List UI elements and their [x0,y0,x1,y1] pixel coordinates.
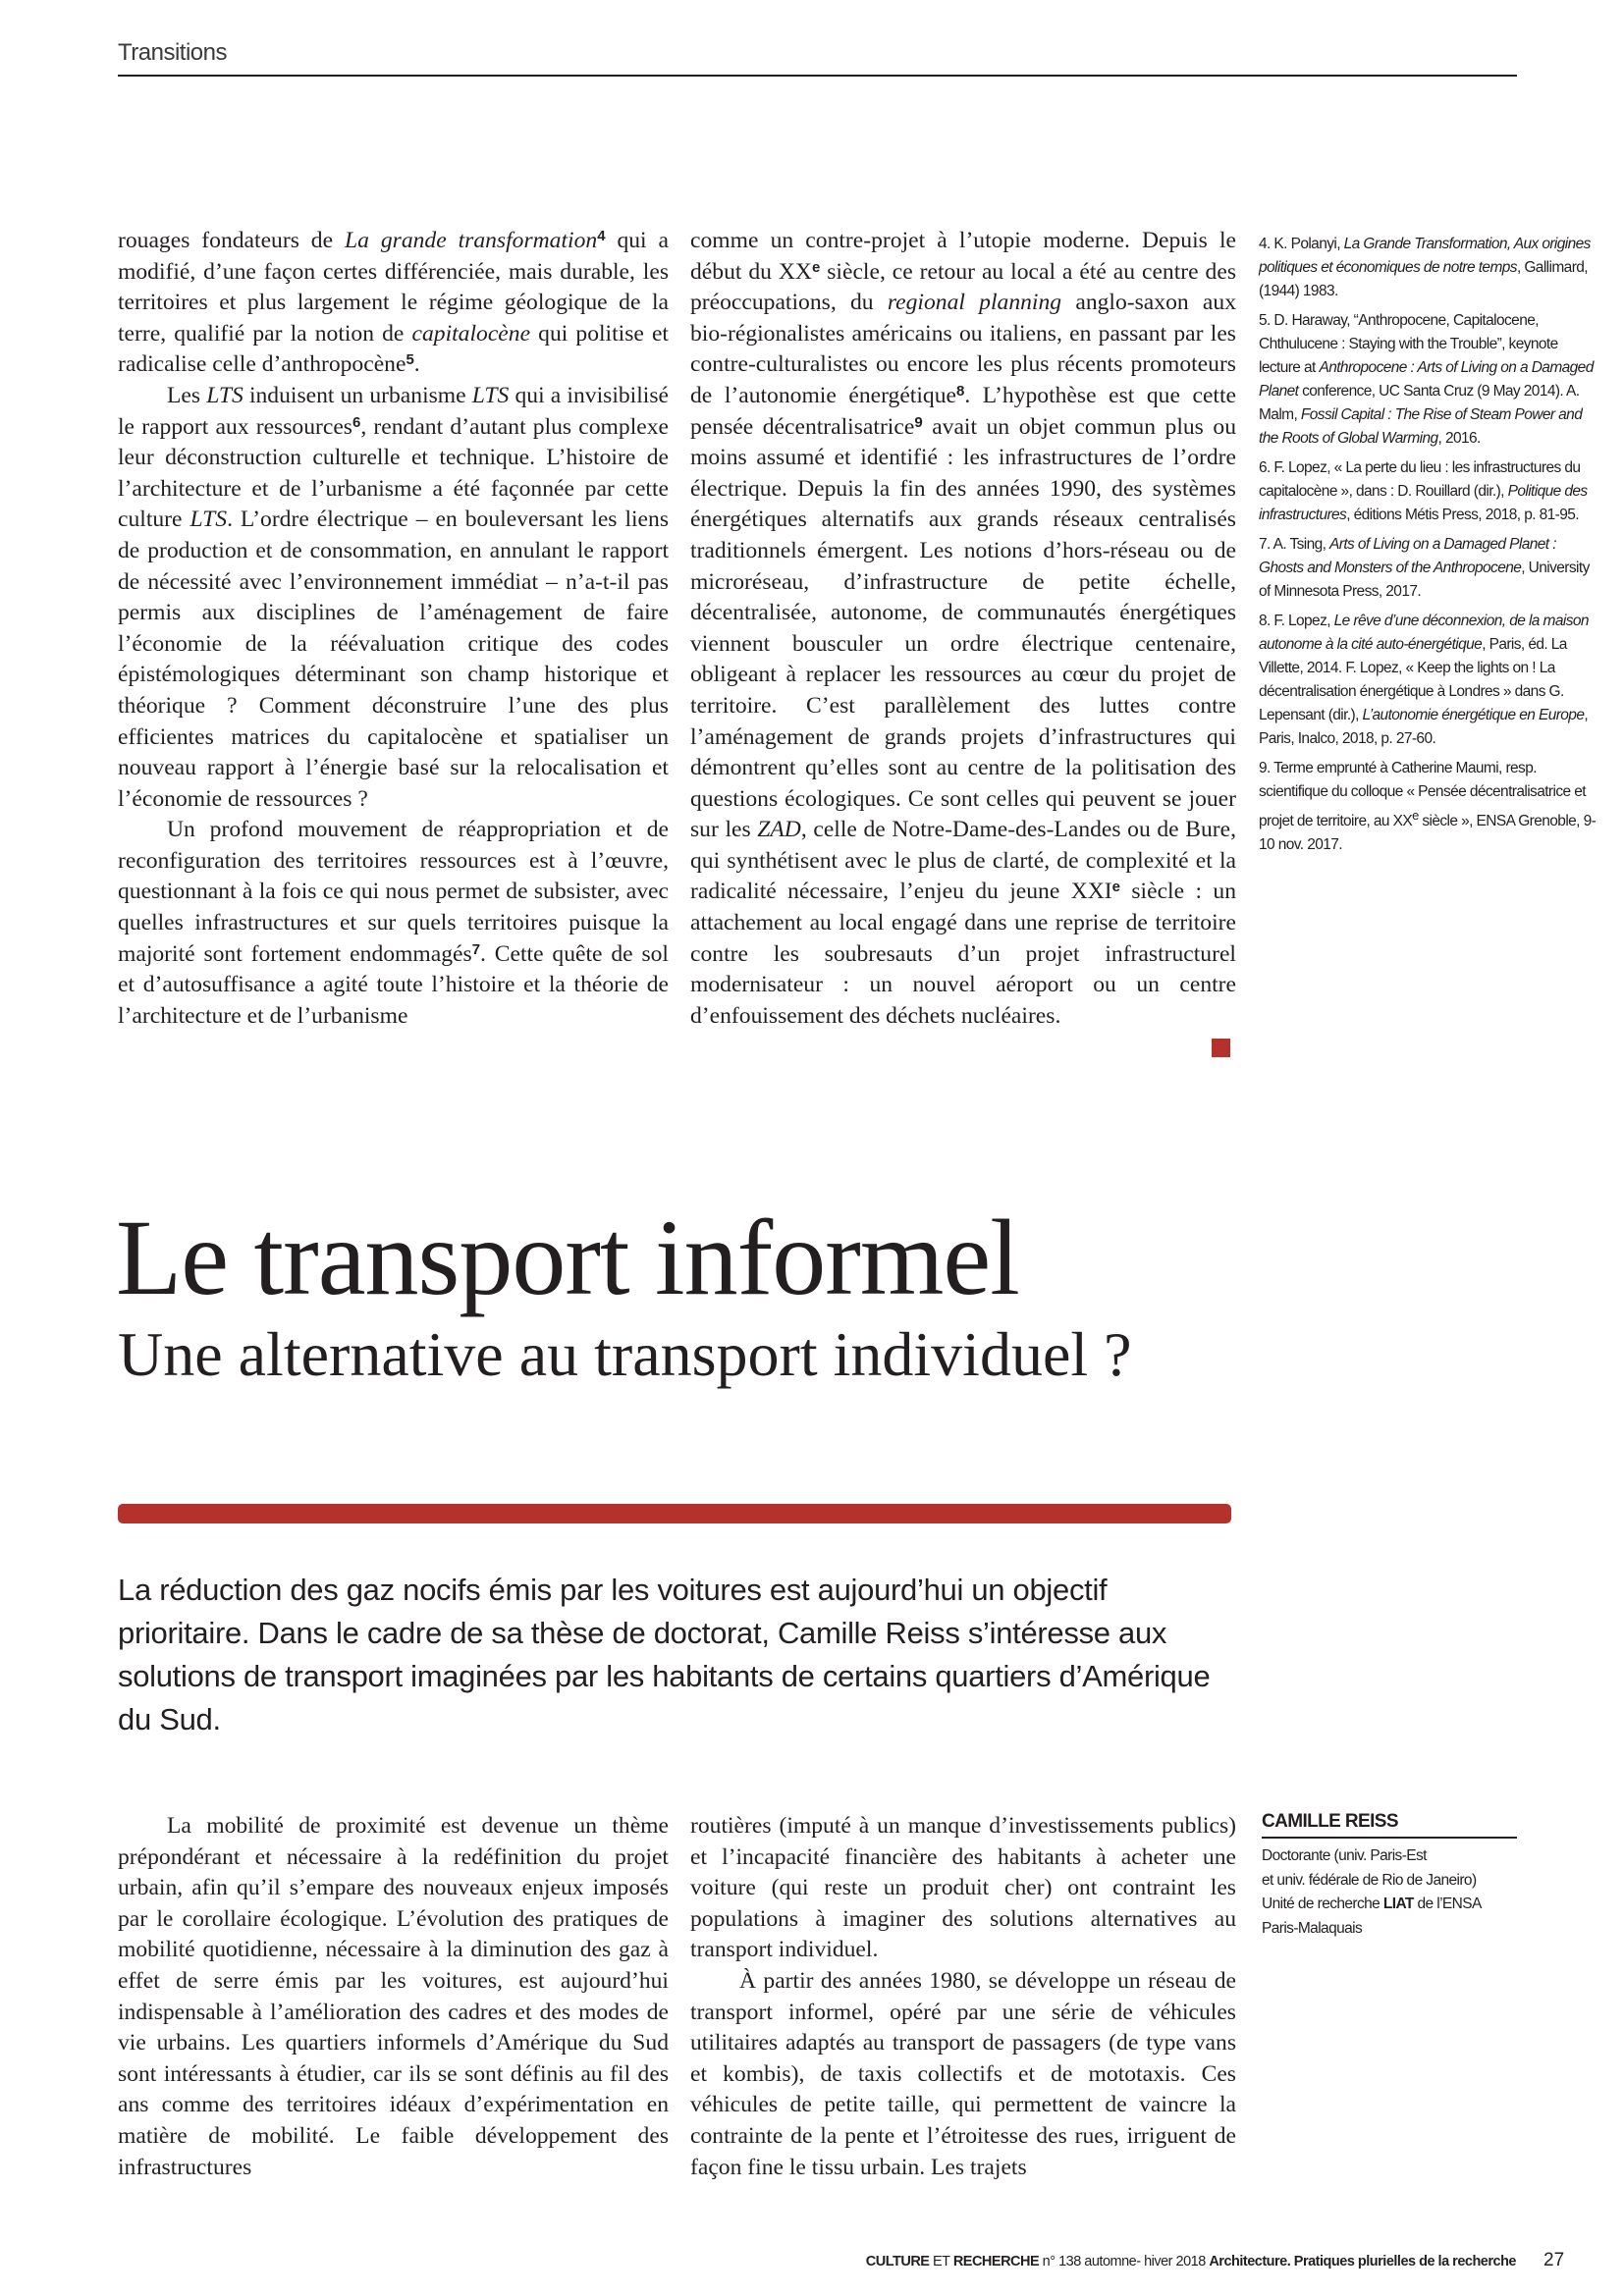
footnote [1259,757,1597,857]
footnote-ref: e [811,258,821,276]
italic-run: LTS [206,382,244,408]
paragraph [118,1811,669,2183]
text-run: siècle : un attachement au local engagé dans une reprise de territoire contre les soubresauts d’un projet infrastructurel modernisateur : un nouvel aéroport ou un centre d’enfouissement des déchets nucléaires. [690,879,1236,1029]
header-rule [118,75,1517,77]
text-run: , éditions Métis Press, 2018, p. 81-95. [1346,507,1579,523]
text-run: , rendant d’autant plus complexe leur déconstruction culturelle et technique. L’histoire de l’architecture et de l’urbanisme a été façonnée par cette culture [118,413,669,533]
text-run: 4. K. Polanyi, [1259,236,1344,252]
text-run: conference, UC Santa Cruz (9 May 2014). A. Malm, [1259,383,1580,423]
author-box [1262,1811,1517,1941]
author-bio [1262,1844,1517,1941]
footnote-ref: e [1111,879,1120,896]
footnote [1259,309,1597,451]
text-run: . [413,351,420,378]
italic-run: Arts of Living on a Damaged Planet : Ghosts and Monsters of the Anthropocene [1259,536,1556,576]
text-run: 5. D. Haraway, “Anthropocene, Capitalocene, Chthulucene : Staying with the Trouble”, keynote lecture at [1259,312,1558,376]
text-run: , Paris, éd. La Villette, 2014. F. Lopez, « Keep the lights on ! La décentralisation énergétique à Londres » dans G. Lepensant (dir.), [1259,636,1567,723]
footnote-ref: 8 [956,382,965,400]
paragraph [118,381,669,815]
page-number: 27 [1543,2250,1565,2270]
text-run: À partir des années 1980, se développe un réseau de transport informel, opéré par une série de véhicules utilitaires adaptés au transport de passagers (de type vans et kombis), de taxis collectifs et de mototaxis. Ces véhicules de petite taille, qui permettent de vaincre la contrainte de la pente et l’étroitesse des rues, irriguent de façon fine le tissu urbain. Les trajets [690,1967,1236,2180]
italic-run: L’autonomie énergétique en Europe [1362,707,1585,723]
author-bio-line: et univ. fédérale de Rio de Janeiro) [1262,1871,1477,1889]
text-run: qui a invisibilisé le rapport aux ressources [118,382,669,440]
footnote [1259,533,1597,604]
italic-run: La grande transformation [345,228,598,253]
italic-run: regional planning [887,290,1062,316]
text-run: 7. A. Tsing, [1259,536,1330,553]
title-accent-bar [118,1504,1231,1523]
text-run: , Gallimard, (1944) 1983. [1259,259,1588,299]
article-subtitle: Une alternative au transport individuel ? [118,1319,1132,1389]
text-run: siècle », ENSA Grenoble, 9-10 nov. 2017. [1259,813,1597,854]
text-run: . Cette quête de sol et d’autosuffisance a agité toute l’histoire et la théorie de l’architecture et de l’urbanisme [118,940,669,1029]
footnote [1259,456,1597,527]
author-bio-line: Doctorante (univ. Paris-Est [1262,1847,1427,1864]
paragraph [118,815,669,1032]
author-bio-line: Paris-Malaquais [1262,1919,1363,1937]
author-bio-line: de l’ENSA [1413,1896,1482,1912]
article-title: Le transport informel [116,1198,1019,1317]
paragraph [690,226,1236,1032]
text-run: La mobilité de proximité est devenue un thème prépondérant et nécessaire à la redéfinition du projet urbain, afin qu’il s’empare des nouveaux enjeux imposés par le corollaire écologique. L’évolution des pratiques de mobilité quotidienne, nécessaire à la diminution des gaz à effet de serre émis par les voitures, est aujourd’hui indispensable à l’amélioration des cadres et des modes de vie urbains. Les quartiers informels d’Amérique du Sud sont intéressants à étudier, car ils se sont définis au fil des ans comme des territoires idéaux d’expérimentation en matière de mobilité. Le faible développement des infrastructures [118,1813,669,2180]
footnote-ref: e [1412,808,1419,823]
footnote-ref: 4 [597,228,606,244]
italic-run: Politique des infrastructures [1259,483,1588,523]
text-run: . L’hypothèse est que cette pensée décentralisatrice [690,382,1236,440]
paragraph [690,1966,1236,2183]
journal-name-connector: ET [929,2254,953,2269]
italic-run: Le rêve d’une déconnexion, de la maison autonome à la cité auto-énergétique [1259,613,1589,653]
issue-info: n° 138 automne- hiver 2018 [1039,2254,1210,2269]
article-lead: La réduction des gaz nocifs émis par les voitures est aujourd’hui un objectif prioritaire. Dans le cadre de sa thèse de doctorat, Camille Reiss s’intéresse aux solutions de transport imaginées par les habitants de certains quartiers d’Amérique du Sud. [118,1573,1211,1736]
text-run: , 2016. [1437,430,1481,447]
italic-run: Fossil Capital : The Rise of Steam Power and the Roots of Global Warming [1259,406,1583,447]
text-run: induisent un urbanisme [243,382,472,408]
journal-name: CULTURE [865,2254,930,2269]
text-run: 9. Terme emprunté à Catherine Maumi, resp. scientifique du colloque « Pensée décentralisatrice et projet de territoire, au XX [1259,760,1586,830]
text-run: Un profond mouvement de réappropriation et de reconfiguration des territoires ressources est à l’œuvre, questionnant à la fois ce qui nous permet de subsister, avec quelles infrastructures et sur quels territoires puisque la majorité sont fortement endommagés [118,817,669,967]
end-of-article-mark [1212,1039,1230,1057]
text-run: 8. F. Lopez, [1259,613,1334,629]
text-run: comme un contre-projet à l’utopie moderne. Depuis le début du XX [690,228,1236,285]
article2-column-2 [690,1811,1236,2183]
footnote-ref: 7 [471,940,481,958]
issue-theme: Architecture. Pratiques plurielles de la recherche [1209,2254,1516,2269]
text-run: 6. F. Lopez, « La perte du lieu : les infrastructures du capitalocène », dans : D. Rouillard (dir.), [1259,459,1581,500]
article2-column-1 [118,1811,669,2183]
text-run: qui politise et radicalise celle d’anthropocène [118,320,669,378]
footnote [1259,610,1597,751]
text-run: . L’ordre électrique – en bouleversant les liens de production et de consommation, en annulant le rapport de nécessité avec l’environnement immédiat – n’a-t-il pas permis aux disciplines de l’aménagement de faire l’économie de la réévaluation critique des codes épistémologiques déterminant son champ historique et théorique ? Comment déconstruire l’une des plus efficientes matrices du capitalocène et spatialiser un nouveau rapport à l’énergie basé sur la relocalisation et l’économie de ressources ? [118,507,669,812]
footnotes [1259,233,1597,863]
italic-run: Anthropocene : Arts of Living on a Damaged Planet [1259,359,1594,400]
footnote-ref: 9 [914,413,923,431]
journal-name: RECHERCHE [952,2254,1040,2269]
italic-run: LTS [471,382,510,408]
text-run: anglo-saxon aux bio-régionalistes américains ou italiens, en passant par les contre-culturalistes ou encore les plus récents promoteurs de l’autonomie énergétique [690,290,1236,408]
article1-column-1 [118,226,669,1032]
italic-run: ZAD [757,817,801,843]
author-bio-line: Unité de recherche [1262,1896,1383,1912]
author-name: CAMILLE REISS [1262,1811,1517,1839]
footnote-ref: 5 [406,351,414,369]
text-run: , University of Minnesota Press, 2017. [1259,560,1590,600]
text-run: siècle, ce retour au local a été au centre des préoccupations, du [690,258,1236,316]
text-run: Les [167,382,207,408]
running-head: Transitions [118,39,227,66]
italic-run: La Grande Transformation, Aux origines politiques et économiques de notre temps [1259,236,1591,276]
paragraph [118,226,669,381]
page-footer [866,2254,1516,2269]
text-run: , Paris, Inalco, 2018, p. 27-60. [1259,707,1589,747]
paragraph [690,1811,1236,1966]
article1-column-2 [690,226,1236,1032]
footnote [1259,233,1597,303]
text-run: , celle de Notre-Dame-des-Landes ou de Bure, qui synthétisent avec le plus de clarté, de complexité et la radicalité nécessaire, l’enjeu du jeune XXI [690,817,1237,905]
text-run: qui a modifié, d’une façon certes différenciée, mais durable, les territoires et plus largement le régime géologique de la terre, qualifié par la notion de [118,228,669,347]
text-run: avait un objet commun plus ou moins assumé et identifié : les infrastructures de l’ordre électrique. Depuis la fin des années 1990, des systèmes énergétiques alternatifs aux grands réseaux centralisés traditionnels émergent. Les notions d’hors-réseau ou de microréseau, d’infrastructure de petite échelle, décentralisée, autonome, de communautés énergétiques viennent bousculer un ordre électrique centenaire, obligeant à replacer les ressources au cœur du projet de territoire. C’est parallèlement des luttes contre l’aménagement de grands projets d’infrastructures qui démontrent qu’elles sont au centre de la politisation des questions écologiques. Ce sont celles qui peuvent se jouer sur les [690,413,1236,843]
text-run: routières (imputé à un manque d’investissements publics) et l’incapacité financière des habitants à acheter une voiture (qui reste un produit cher) ont contraint les populations à imaginer des solutions alternatives au transport individuel. [690,1813,1236,1963]
footnote-ref: 6 [352,413,361,431]
italic-run: capitalocène [411,320,531,347]
author-lab: LIAT [1382,1896,1414,1912]
italic-run: LTS [189,507,228,533]
text-run: rouages fondateurs de [118,228,345,253]
